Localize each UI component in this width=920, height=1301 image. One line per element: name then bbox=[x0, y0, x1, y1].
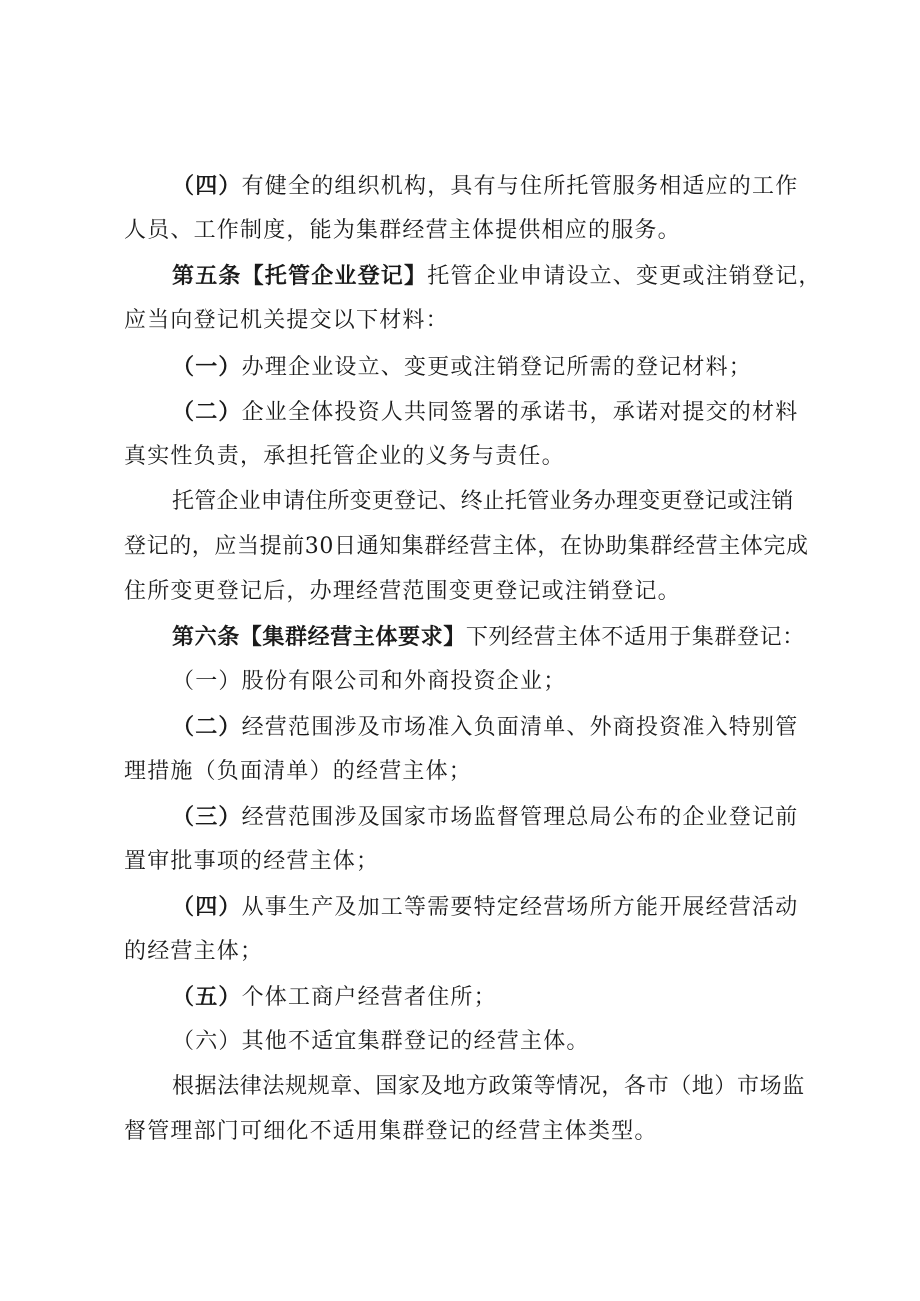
item-label: （四） bbox=[172, 173, 242, 199]
article-heading-line bbox=[172, 622, 805, 653]
line-text: 下列经营主体不适用于集群登记： bbox=[465, 625, 805, 650]
line-text: 置审批事项的经营主体； bbox=[124, 849, 380, 874]
paragraph-line bbox=[124, 442, 565, 472]
paragraph-line bbox=[172, 1072, 805, 1102]
line-text: 的经营主体； bbox=[124, 939, 264, 964]
line-text: 真实性负责，承担托管企业的义务与责任。 bbox=[124, 444, 565, 469]
line-text: 登记的，应当提前30日通知集群经营主体，在协助集群经营主体完成 bbox=[124, 534, 809, 559]
paragraph-line bbox=[172, 892, 798, 923]
line-text: 督管理部门可细化不适用集群登记的经营主体类型。 bbox=[124, 1119, 658, 1144]
paragraph-line bbox=[172, 352, 752, 383]
article-title: 第五条【托管企业登记】 bbox=[172, 263, 428, 289]
paragraph-line bbox=[124, 757, 472, 787]
line-text: 企业全体投资人共同签署的承诺书，承诺对提交的材料 bbox=[241, 400, 799, 425]
line-text: 经营范围涉及国家市场监督管理总局公布的企业登记前 bbox=[241, 805, 799, 830]
line-text: 住所变更登记后，办理经营范围变更登记或注销登记。 bbox=[124, 579, 681, 604]
line-text: （一）股份有限公司和外商投资企业； bbox=[172, 669, 567, 694]
paragraph-line bbox=[172, 1027, 590, 1057]
line-text: （六）其他不适宜集群登记的经营主体。 bbox=[172, 1029, 590, 1054]
line-text: 经营范围涉及市场准入负面清单、外商投资准入特别管 bbox=[241, 715, 799, 740]
paragraph-line bbox=[172, 667, 566, 697]
item-label: （二） bbox=[172, 714, 242, 740]
line-text: 办理企业设立、变更或注销登记所需的登记材料； bbox=[241, 355, 753, 380]
item-label: （三） bbox=[172, 804, 242, 830]
paragraph-line bbox=[124, 1117, 658, 1147]
line-text: 从事生产及加工等需要特定经营场所方能开展经营活动 bbox=[241, 895, 799, 920]
line-text: 有健全的组织机构，具有与住所托管服务相适应的工作 bbox=[241, 174, 799, 199]
paragraph-line bbox=[172, 487, 794, 517]
paragraph-line bbox=[172, 982, 497, 1013]
line-text: 人员、工作制度，能为集群经营主体提供相应的服务。 bbox=[124, 218, 681, 243]
line-text: 理措施（负面清单）的经营主体； bbox=[124, 759, 473, 784]
line-text: 应当向登记机关提交以下材料： bbox=[124, 308, 449, 333]
line-text: 托管企业申请设立、变更或注销登记， bbox=[427, 264, 822, 289]
item-label: （二） bbox=[172, 399, 242, 425]
paragraph-line bbox=[172, 397, 798, 428]
paragraph-line bbox=[124, 306, 449, 336]
paragraph-line bbox=[124, 847, 379, 877]
line-text: 根据法律法规规章、国家及地方政策等情况，各市（地）市场监 bbox=[172, 1074, 805, 1099]
item-label: （五） bbox=[172, 984, 242, 1010]
line-text: 个体工商户经营者住所； bbox=[241, 985, 497, 1010]
paragraph-line bbox=[124, 577, 681, 607]
paragraph-line bbox=[172, 171, 798, 202]
paragraph-line bbox=[124, 532, 809, 562]
paragraph-line bbox=[172, 712, 798, 743]
paragraph-line bbox=[172, 802, 798, 833]
line-text: 托管企业申请住所变更登记、终止托管业务办理变更登记或注销 bbox=[172, 489, 794, 514]
article-heading-line bbox=[172, 261, 822, 292]
item-label: （一） bbox=[172, 354, 242, 380]
paragraph-line bbox=[124, 216, 681, 246]
item-label: （四） bbox=[172, 894, 242, 920]
article-title: 第六条【集群经营主体要求】 bbox=[172, 624, 466, 650]
paragraph-line bbox=[124, 937, 263, 967]
